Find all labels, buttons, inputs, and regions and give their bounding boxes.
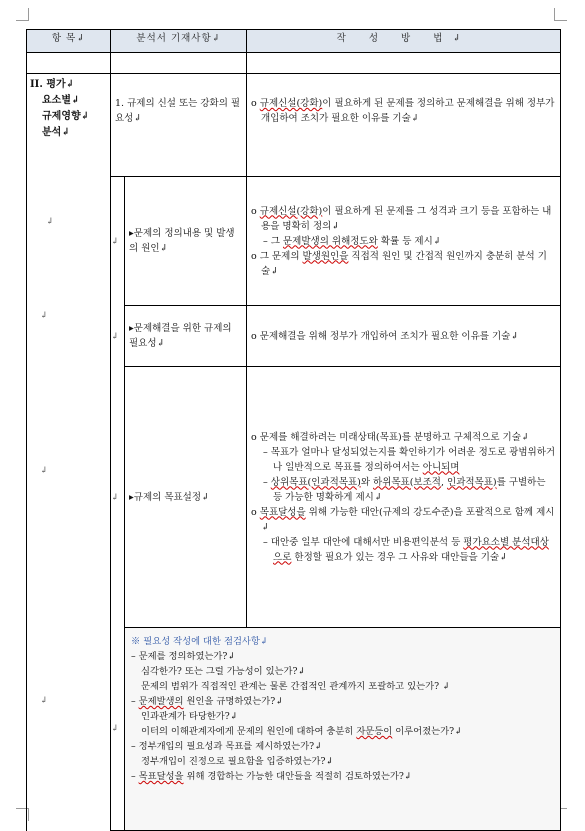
- method-cell: o 규제신설(강화)이 필요하게 된 문제를 그 성격과 크기 등을 포함하는 내용을 명확히 정의↲ – 그 문제발생의 위해정도와 확률 등 제시↲ o 그 문제의 발생원인을 직접적 원인 및 간접적 원인까지 충분히 분석 기술↲: [247, 177, 561, 306]
- section-line: 요소별↲: [42, 95, 80, 106]
- item-label: 1. 규제의 신설 또는 강화의 필요성↲: [115, 98, 241, 124]
- item-regulation-need: [111, 74, 247, 177]
- item-goal-setting: ▸규제의 목표설정↲: [125, 367, 247, 628]
- return-mark: ↲: [111, 724, 119, 735]
- method-cell: [247, 74, 561, 177]
- crop-mark-top-right: [554, 8, 567, 21]
- crop-mark-top-left: [16, 8, 29, 21]
- method-cell: o 문제를 해결하려는 미래상태(목표)를 분명하고 구체적으로 기술↲ – 목표가 얼마나 달성되었는지를 확인하기가 어려운 정도로 광범위하거나 일반적으로 목표를 정의하여서는 아니되며 – 상위목표(인과적목표)와 하위목표(보조적, 인과적목표)를 구별하는 등 가능한 명확하게 제시↲ o 목표달성을 위해 가능한 대안(규제의 강도수준)을 포괄적으로 함께 제시↲ – 대안중 일부 대안에 대해서만 비용편익분석 등 평가요소별 분석대상으로 한정할 필요가 있는 경우 그 사유와 대안들을 기술↲: [247, 367, 561, 628]
- item-problem-content: ▸문제의 정의내용 및 발생의 원인↲: [125, 177, 247, 306]
- header-method: 작 성 방 법↲: [247, 30, 561, 53]
- table-header-row: [27, 30, 561, 53]
- section-line: 분석↲: [42, 127, 70, 138]
- section-number: II. 평가↲: [30, 79, 75, 90]
- checklist-title: ※ 필요성 작성에 대한 점검사항↲: [131, 636, 268, 647]
- bullet-text: o 규제신설(강화)이 필요하게 된 문제를 정의하고 문제해결을 위해 정부가 개입하여 조치가 필요한 이유를 기술↲: [251, 98, 555, 124]
- return-mark: ↲: [111, 236, 119, 247]
- header-item: 항 목↲: [27, 30, 111, 53]
- return-mark: ↲: [46, 217, 54, 227]
- item-resolution-need: ▸문제해결을 위한 규제의 필요성↲: [125, 306, 247, 367]
- return-mark: ↲: [40, 311, 48, 321]
- analysis-table: [26, 29, 561, 831]
- return-mark: ↲: [111, 492, 119, 503]
- spacer-row: [27, 53, 561, 74]
- section-line: 규제영향↲: [42, 111, 90, 122]
- section-cell: [27, 74, 111, 831]
- checklist-box: ※ 필요성 작성에 대한 점검사항↲ – 문제를 정의하였는가?↲ 심각한가? 또는 그럴 가능성이 있는가?↲ 문제의 범위가 직접적인 관계는 물론 간접적인 관계까지 포괄하고 있는가? ↲ – 문제발생의 원인을 규명하였는가?↲ 인과관계가 타당한가?↲ 이터의 이해관계자에게 문제의 원인에 대하여 충분히 자문등이 이루어졌는가?↲ – 정부개입의 필요성과 목표를 제시하였는가?↲ 정부개입이 진정으로 필요함을 입증하였는가?↲ – 목표달성을 위해 경합하는 가능한 대안들을 적절히 검토하였는가?↲: [125, 628, 561, 831]
- return-mark: ↲: [40, 696, 48, 706]
- return-mark: ↲: [111, 331, 119, 342]
- table-row: [27, 74, 561, 177]
- method-cell: o 문제해결을 위해 정부가 개입하여 조치가 필요한 이유를 기술↲: [247, 306, 561, 367]
- return-mark: ↲: [40, 466, 48, 476]
- header-description: 분석서 기재사항↲: [111, 30, 247, 53]
